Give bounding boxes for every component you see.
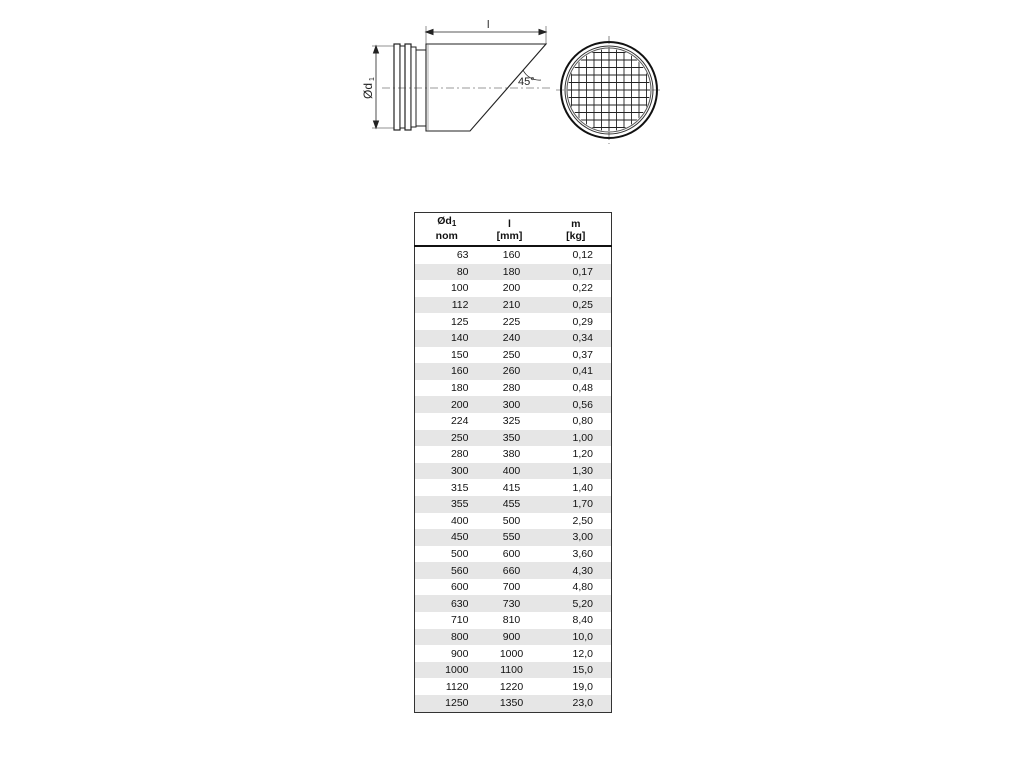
cell-diameter: 100 xyxy=(450,282,469,295)
table-row xyxy=(415,579,612,596)
cell-mass: 1,00 xyxy=(572,431,593,444)
cell-length: 1220 xyxy=(499,680,524,693)
cell-diameter: 200 xyxy=(450,398,469,411)
table-row xyxy=(415,380,612,397)
cell-length: 250 xyxy=(502,348,521,361)
cell-mass: 0,37 xyxy=(572,348,593,361)
cell-diameter: 315 xyxy=(450,481,469,494)
front-view xyxy=(556,36,662,144)
cell-length: 600 xyxy=(502,547,521,560)
table-row xyxy=(415,330,612,347)
cell-diameter: 1120 xyxy=(445,680,469,693)
cell-mass: 23,0 xyxy=(572,697,593,710)
cell-mass: 1,30 xyxy=(572,465,593,478)
cell-mass: 8,40 xyxy=(572,614,593,627)
table-row xyxy=(415,297,612,314)
cell-diameter: 140 xyxy=(450,332,469,345)
table-row xyxy=(415,446,612,463)
cell-diameter: 224 xyxy=(450,415,469,428)
angle-label: 45° xyxy=(518,76,535,88)
cell-length: 1100 xyxy=(500,664,523,677)
cell-length: 240 xyxy=(502,332,521,345)
cell-diameter: 160 xyxy=(450,365,469,378)
cell-diameter: 280 xyxy=(450,448,469,461)
cell-diameter: 180 xyxy=(450,382,469,395)
technical-drawing xyxy=(350,10,670,150)
cell-mass: 0,25 xyxy=(572,299,593,312)
cell-length: 730 xyxy=(502,597,521,610)
cell-length: 160 xyxy=(502,249,521,262)
cell-mass: 4,30 xyxy=(572,564,593,577)
cell-diameter: 112 xyxy=(451,299,469,312)
cell-mass: 1,70 xyxy=(572,498,593,511)
cell-mass: 15,0 xyxy=(572,664,593,677)
cell-length: 225 xyxy=(502,315,521,328)
cell-mass: 3,60 xyxy=(572,547,593,560)
cell-length: 455 xyxy=(502,498,521,511)
diameter-label: Ød xyxy=(361,82,375,99)
table-row xyxy=(415,513,612,530)
table-row xyxy=(415,463,612,480)
cell-diameter: 600 xyxy=(450,581,469,594)
cell-mass: 10,0 xyxy=(572,630,593,643)
cell-length: 200 xyxy=(502,282,521,295)
cell-length: 415 xyxy=(502,481,521,494)
cell-mass: 0,41 xyxy=(572,365,593,378)
cell-length: 260 xyxy=(502,365,521,378)
table-row xyxy=(415,264,612,281)
cell-mass: 5,20 xyxy=(572,597,593,610)
table-header-row xyxy=(415,213,612,247)
cell-length: 210 xyxy=(502,299,521,312)
table-row xyxy=(415,413,612,430)
cell-diameter: 630 xyxy=(450,597,469,610)
header-length: l [mm] xyxy=(479,213,541,247)
cell-length: 550 xyxy=(502,531,521,544)
cell-mass: 0,22 xyxy=(572,282,593,295)
table-row xyxy=(415,678,612,695)
table-row xyxy=(415,662,612,679)
cell-mass: 0,34 xyxy=(572,332,593,345)
cell-length: 700 xyxy=(502,581,521,594)
cell-mass: 19,0 xyxy=(572,680,593,693)
cell-mass: 2,50 xyxy=(572,514,593,527)
cell-length: 350 xyxy=(502,431,521,444)
cell-mass: 1,40 xyxy=(572,481,593,494)
header-mass: m [kg] xyxy=(541,213,612,247)
cell-mass: 1,20 xyxy=(572,448,593,461)
cell-length: 810 xyxy=(502,614,521,627)
cell-length: 1350 xyxy=(499,697,524,710)
cell-diameter: 300 xyxy=(450,465,469,478)
cell-diameter: 80 xyxy=(456,265,469,278)
cell-mass: 0,48 xyxy=(572,382,593,395)
cell-mass: 0,12 xyxy=(572,249,593,262)
diameter-label-subscript: 1 xyxy=(369,77,376,81)
cell-mass: 0,80 xyxy=(572,415,593,428)
table-row xyxy=(415,695,612,712)
cell-length: 400 xyxy=(502,465,521,478)
cell-mass: 12,0 xyxy=(572,647,593,660)
cell-length: 900 xyxy=(502,630,521,643)
cell-length: 300 xyxy=(502,398,521,411)
header-diameter: $Ød_1$ nom xyxy=(415,213,479,247)
table-row xyxy=(415,645,612,662)
table-row xyxy=(415,479,612,496)
cell-diameter: 1000 xyxy=(445,664,469,677)
table-row xyxy=(415,313,612,330)
table-row xyxy=(415,629,612,646)
table-row xyxy=(415,546,612,563)
table-row xyxy=(415,430,612,447)
cell-length: 660 xyxy=(502,564,521,577)
length-label: l xyxy=(487,19,490,31)
cell-length: 380 xyxy=(502,448,521,461)
dimensions-table xyxy=(414,212,612,713)
table-row xyxy=(415,347,612,364)
cell-mass: 0,29 xyxy=(572,315,593,328)
table-row xyxy=(415,529,612,546)
cell-length: 325 xyxy=(502,415,521,428)
cell-diameter: 560 xyxy=(450,564,469,577)
table-row xyxy=(415,396,612,413)
cell-length: 180 xyxy=(502,265,521,278)
table-row xyxy=(415,280,612,297)
table-row xyxy=(415,246,612,264)
cell-diameter: 150 xyxy=(450,348,469,361)
cell-length: 1000 xyxy=(499,647,524,660)
cell-diameter: 400 xyxy=(450,514,469,527)
cell-mass: 4,80 xyxy=(572,581,593,594)
cell-diameter: 710 xyxy=(450,614,469,627)
cell-diameter: 125 xyxy=(450,315,469,328)
table-row xyxy=(415,496,612,513)
table-row xyxy=(415,562,612,579)
cell-diameter: 1250 xyxy=(445,697,469,710)
cell-diameter: 355 xyxy=(450,498,469,511)
table-row xyxy=(415,612,612,629)
cell-diameter: 250 xyxy=(450,431,469,444)
cell-mass: 0,56 xyxy=(572,398,593,411)
cell-length: 280 xyxy=(502,382,521,395)
cell-mass: 3,00 xyxy=(572,531,593,544)
cell-length: 500 xyxy=(502,514,521,527)
cell-diameter: 500 xyxy=(450,547,469,560)
cell-diameter: 900 xyxy=(450,647,469,660)
table-row xyxy=(415,363,612,380)
cell-diameter: 800 xyxy=(450,630,469,643)
cell-diameter: 450 xyxy=(450,531,469,544)
cell-diameter: 63 xyxy=(456,249,469,262)
table-row xyxy=(415,595,612,612)
cell-mass: 0,17 xyxy=(572,265,593,278)
